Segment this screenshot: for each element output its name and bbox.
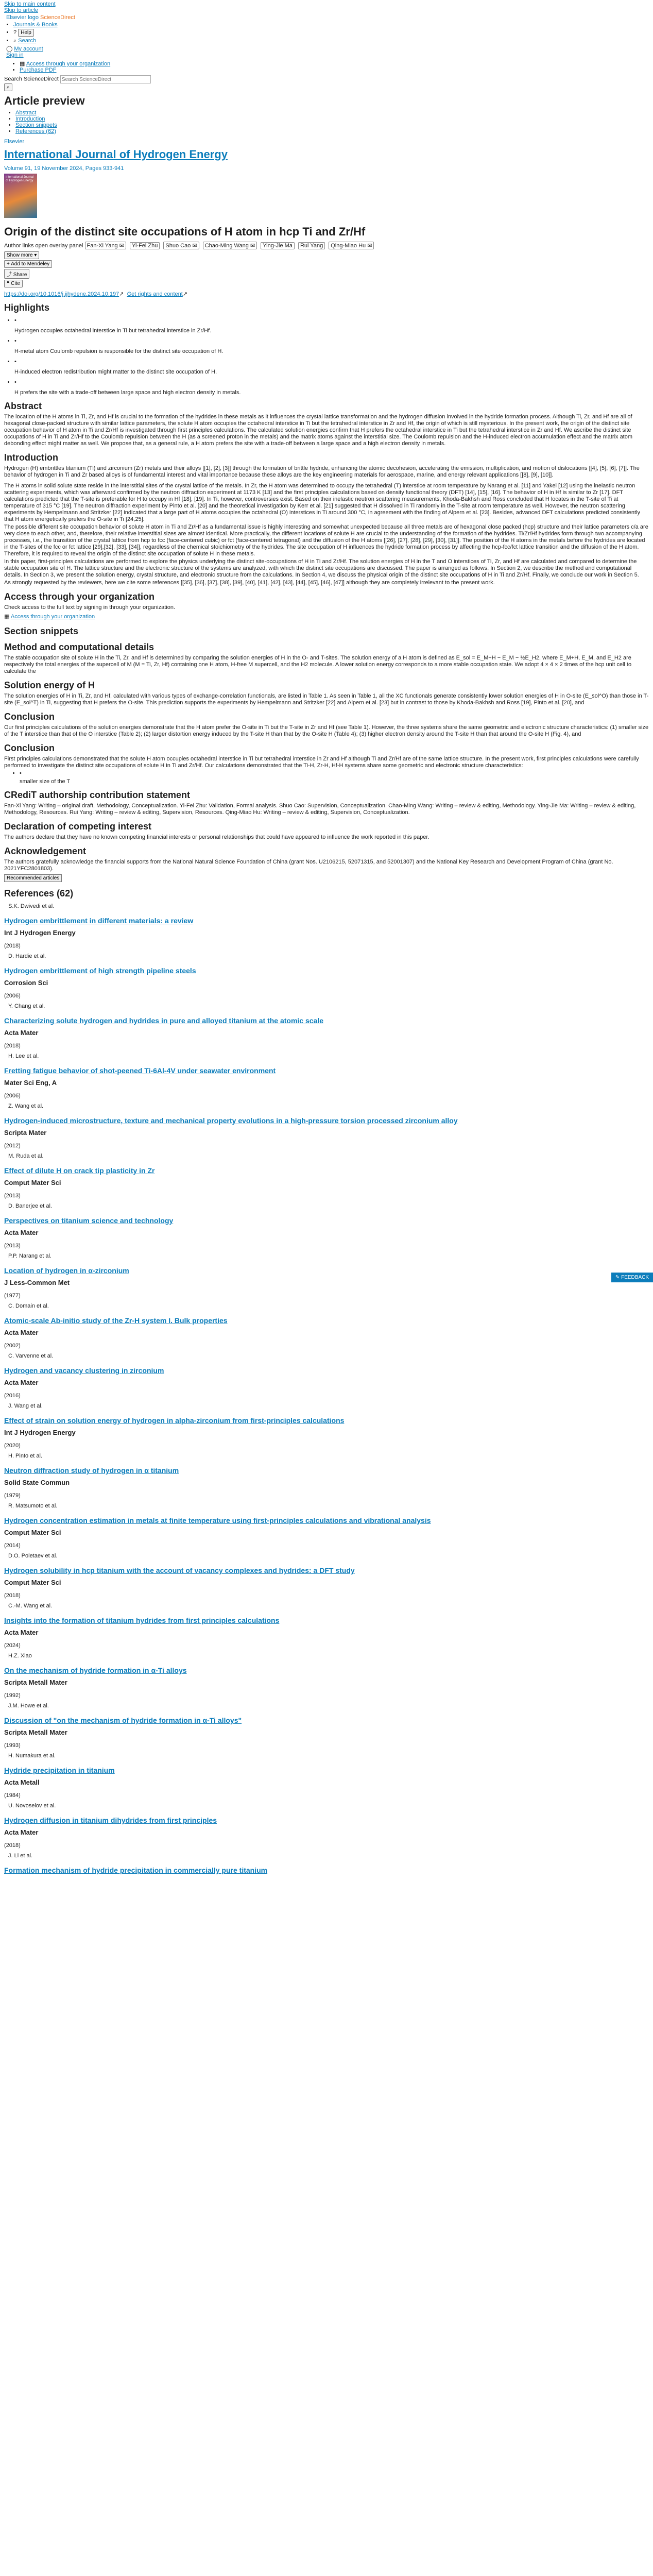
solution-heading: Solution energy of H xyxy=(4,680,95,690)
reference-title-link[interactable]: Hydrogen solubility in hcp titanium with the account of vacancy complexes and hydrides: a DFT study xyxy=(4,1566,355,1574)
share-button[interactable]: ⤴ Share xyxy=(4,269,29,279)
reference-author: J. Wang et al. xyxy=(8,1403,43,1409)
reference-author: U. Novoselov et al. xyxy=(8,1803,56,1809)
reference-item xyxy=(4,1103,649,1149)
add-mendeley-button[interactable]: + Add to Mendeley xyxy=(4,260,52,268)
header-search-link[interactable]: Search xyxy=(18,38,37,44)
search-input[interactable] xyxy=(60,75,151,83)
reference-title-link[interactable]: Characterizing solute hydrogen and hydrides in pure and alloyed titanium at the atomic scale xyxy=(4,1016,324,1025)
toc-abstract[interactable]: Abstract xyxy=(15,110,37,116)
method-text: The stable occupation site of solute H in the Ti, Zr, and Hf is determined by comparing the solution energies of H in the O- and T-sites. The solution energy of a H atom is defined as E_sol = E_M+H − E_M − ½E_H2, where E_M+H, E_M, and E_H2 are respectively the total energies of the supercell of M (M = Ti, Zr, Hf) containing one H atom, H-free M supercell, and the H2 molecule. A lower solution energy corresponds to a more stable occupation state. We adopt 4 × 4 × 2 times of the hcp unit cell to calculate the xyxy=(4,655,632,674)
reference-author: C. Varvenne et al. xyxy=(8,1353,54,1359)
reference-title-link[interactable]: Hydrogen diffusion in titanium dihydrides from first principles xyxy=(4,1816,217,1824)
author-button[interactable]: Ying-Jie Ma xyxy=(261,242,295,249)
reference-year: (2018) xyxy=(4,1043,21,1049)
quote-icon: ❝ xyxy=(7,281,10,286)
reference-journal: Comput Mater Sci xyxy=(4,1179,61,1187)
reference-item xyxy=(4,1653,649,1699)
reference-journal: Acta Metall xyxy=(4,1778,40,1786)
article-title: Origin of the distinct site occupations of H atom in hcp Ti and Zr/Hf xyxy=(4,225,366,238)
search-icon: ⌕ xyxy=(7,84,10,90)
rights-link[interactable]: Get rights and content xyxy=(127,291,183,297)
access-heading: Access through your organization xyxy=(4,591,155,602)
header xyxy=(0,13,653,59)
show-more-button[interactable]: Show more ▾ xyxy=(4,251,39,259)
reference-item xyxy=(4,1003,649,1049)
reference-journal: Scripta Metall Mater xyxy=(4,1728,67,1736)
reference-title-link[interactable]: Fretting fatigue behavior of shot-peened Ti-6Al-4V under seawater environment xyxy=(4,1066,276,1075)
reference-author: H.Z. Xiao xyxy=(8,1653,32,1659)
reference-author: D. Hardie et al. xyxy=(8,953,46,959)
access-text: Check access to the full text by signing in through your organization. xyxy=(4,604,176,611)
reference-author: H. Pinto et al. xyxy=(8,1453,43,1459)
reference-author: P.P. Narang et al. xyxy=(8,1253,51,1259)
reference-journal: Acta Mater xyxy=(4,1329,39,1336)
recommended-articles-button[interactable]: Recommended articles xyxy=(4,874,62,882)
reference-item xyxy=(4,1053,649,1099)
article-preview-heading: Article preview xyxy=(4,94,85,107)
reference-title-link[interactable]: Formation mechanism of hydride precipitation in commercially pure titanium xyxy=(4,1866,268,1874)
doi-row xyxy=(0,290,653,297)
reference-item xyxy=(4,1353,649,1399)
reference-item xyxy=(4,1153,649,1199)
institution-icon: ▦ xyxy=(4,614,10,620)
reference-item xyxy=(4,1553,649,1599)
reference-author: J.M. Howe et al. xyxy=(8,1703,49,1709)
list-item: • • Hydrogen occupies octahedral interstice in Ti but tetrahedral interstice in Zr/Hf. xyxy=(14,317,649,334)
solution-text: The solution energies of H in Ti, Zr, and Hf, calculated with various types of exchange-correlation functionals, are listed in Table 1. As seen in Table 1, all the XC functionals generate consistently lower solution energies of H in O-site (E_sol^O) than those in T-site (E_sol^T) in Ti, suggesting that H prefers the O-site. This prediction supports the experiments by Hempelmann and Stritzker [22] and Alpern et al. [23] but in contrast to those by Khoda-Bakhsh and Ross [19], Pinto et al. [20], and xyxy=(4,693,649,706)
reference-journal: Int J Hydrogen Energy xyxy=(4,929,76,937)
reference-item xyxy=(4,1603,649,1649)
reference-author: C.-M. Wang et al. xyxy=(8,1603,53,1609)
reference-author: S.K. Dwivedi et al. xyxy=(8,903,55,909)
sign-in-link[interactable]: Sign in xyxy=(6,52,24,58)
reference-year: (2013) xyxy=(4,1193,21,1199)
help-icon: ? xyxy=(13,29,17,36)
reference-title-link[interactable]: Atomic-scale Ab-initio study of the Zr-H system I. Bulk properties xyxy=(4,1316,228,1325)
reference-title-link[interactable]: Neutron diffraction study of hydrogen in α titanium xyxy=(4,1466,179,1475)
search-bar xyxy=(0,74,653,92)
reference-journal: Mater Sci Eng, A xyxy=(4,1079,57,1087)
reference-year: (1977) xyxy=(4,1293,21,1299)
purchase-pdf-link[interactable]: Purchase PDF xyxy=(20,67,57,73)
header-nav xyxy=(6,22,647,44)
toc-introduction[interactable]: Introduction xyxy=(15,116,45,122)
abstract-heading: Abstract xyxy=(4,401,42,411)
acknowledgement-text: The authors gratefully acknowledge the financial supports from the National Natural Science Foundation of China (grant Nos. U2106215, 52071315, and 52001307) and the National Key Research and Development Program of China (grant No. 2021YFC2801803). xyxy=(4,859,613,872)
reference-author: R. Matsumoto et al. xyxy=(8,1503,58,1509)
intro-paragraph: The H atoms in solid solute state reside in the interstitial sites of the crystal lattice of the metals. In Zr, the H atom was determined to occupy the tetrahedral (T) interstice at room temperature by Narang et al. [11] and Yakel [12] using the inelastic neutron scattering experiments, which was afterward confirmed by the neutron diffraction experiment at 1173 K [13] and the first principles calculations based on density functional theory (DFT) [14], [15], [16]. The behavior of H in Hf is similar to Zr [17]. DFT calculations predicted that the T-site is preferable for H to occupy in Hf [18], [19]. In Ti, however, controversies exist. Based on their inelastic neutron scattering measurements, Khoda-Bakhsh and Ross concluded that H locates in the T-site of Ti at temperature of 315 °C [19]. The neutron diffraction experiment by Pinto et al. [20] and the theoretical investigation by Kerr et al. [21] suggested that H dissolved in Ti randomly in the T-site at room temperature as well. However, the neutron scattering experiments by Hempelmann and Stritzker [22] indicated that a large part of H atoms occupies the octahedral (O) interstices in Ti around 300 °C, in agreement with the finding of Alpern et al. [23]. Besides, advanced DFT calculations predicted consistently that H atom energetically prefers the O-site in Ti [24,25]. xyxy=(4,483,641,522)
reference-journal: Comput Mater Sci xyxy=(4,1529,61,1536)
help-button[interactable]: Help xyxy=(18,29,34,37)
reference-title-link[interactable]: Hydrogen and vacancy clustering in zirconium xyxy=(4,1366,164,1375)
author-button[interactable]: Fan-Xi Yang ✉ xyxy=(85,242,126,249)
reference-year: (2006) xyxy=(4,1093,21,1099)
skip-main-link[interactable]: Skip to main content xyxy=(4,1,56,7)
reference-title-link[interactable]: Discussion of "on the mechanism of hydride formation in α-Ti alloys" xyxy=(4,1716,242,1724)
reference-author: Z. Wang et al. xyxy=(8,1103,44,1109)
introduction-heading: Introduction xyxy=(4,452,58,463)
reference-item xyxy=(4,1303,649,1349)
reference-item xyxy=(4,1203,649,1249)
list-item: • • H-induced electron redistribution might matter to the distinct site occupation of H. xyxy=(14,359,649,375)
highlights-heading: Highlights xyxy=(4,302,49,313)
journal-cover[interactable]: International Journal of Hydrogen Energy xyxy=(4,174,37,218)
share-icon: ⤴ xyxy=(7,272,12,278)
author-links-label: Author links open overlay panel xyxy=(4,243,83,249)
reference-item xyxy=(4,1503,649,1549)
search-icon: ⌕ xyxy=(13,38,17,44)
reference-title-link[interactable]: Effect of strain on solution energy of hydrogen in alpha-zirconium from first-principles calculations xyxy=(4,1416,345,1425)
search-submit-button[interactable] xyxy=(4,83,12,91)
reference-year: (2018) xyxy=(4,1842,21,1849)
sciencedirect-logo[interactable]: ScienceDirect xyxy=(40,14,75,21)
article-tools xyxy=(0,249,653,290)
cite-button[interactable]: ❝ Cite xyxy=(4,280,23,287)
reference-journal: Int J Hydrogen Energy xyxy=(4,1429,76,1436)
external-link-icon: ↗ xyxy=(182,291,188,297)
reference-year: (1993) xyxy=(4,1742,21,1749)
elsevier-journal-logo[interactable]: Elsevier xyxy=(4,139,25,145)
reference-item xyxy=(4,903,649,949)
conclusion-list xyxy=(4,770,649,785)
toc-references[interactable]: References (62) xyxy=(15,128,56,134)
credit-heading: CRediT authorship contribution statement xyxy=(4,790,191,800)
reference-year: (2014) xyxy=(4,1543,21,1549)
credit-text: Fan-Xi Yang: Writing – original draft, Methodology, Conceptualization. Yi-Fei Zhu: Validation, Formal analysis. Shuo Cao: Supervision, Conceptualization. Chao-Ming Wang: Writing – review & editing, Methodology. Ying-Jie Ma: Writing – review & editing, Methodology, Resources. Rui Yang: Writing – review & editing, Supervision, Resources. Qing-Miao Hu: Writing – review & editing, Supervision, Conceptualization. xyxy=(4,803,636,816)
reference-year: (1984) xyxy=(4,1792,21,1799)
outline xyxy=(4,110,649,134)
reference-journal: Comput Mater Sci xyxy=(4,1579,61,1586)
reference-author: C. Domain et al. xyxy=(8,1303,49,1309)
intro-paragraph: In this paper, first-principles calculations are performed to explore the physics underlying the distinct site-occupations of H in Ti and Zr/Hf. The solution energies of H in the T and O interstices of Ti, Zr, and Hf are calculated and compared to determine the stable occupation site of H. The lattice structure and the electronic structure of the systems are analyzed, with which the distinct site occupations are discussed. The paper is arranged as follows. In Section 2, we describe the method and computational details. In Section 3, we present the solution energy, crystal structure, and electronic structure from the calculations. In Section 4, we discuss the physical origin of the distinct site occupations of H in Ti and Zr/Hf. Finally, we conclude our work in Section 5. xyxy=(4,558,639,578)
reference-year: (2012) xyxy=(4,1143,21,1149)
reference-title-link[interactable]: Hydrogen concentration estimation in metals at finite temperature using first-principles calculations and vibrational analysis xyxy=(4,1516,431,1524)
reference-title-link[interactable]: Hydrogen embrittlement of high strength pipeline steels xyxy=(4,967,196,975)
reference-journal: Scripta Mater xyxy=(4,1129,47,1137)
author-button[interactable]: Shuo Cao ✉ xyxy=(163,242,199,249)
journal-link[interactable]: International Journal of Hydrogen Energy xyxy=(4,148,228,161)
reference-journal: J Less-Common Met xyxy=(4,1279,70,1286)
reference-author: M. Ruda et al. xyxy=(8,1153,44,1159)
reference-title-link[interactable]: Hydrogen-induced microstructure, texture and mechanical property evolutions in a high-pressure torsion processed zirconium alloy xyxy=(4,1116,458,1125)
reference-year: (1992) xyxy=(4,1692,21,1699)
list-item: • • H-metal atom Coulomb repulsion is responsible for the distinct site occupation of H. xyxy=(14,338,649,354)
elsevier-logo[interactable]: Elsevier logo xyxy=(6,14,39,21)
external-link-icon: ↗ xyxy=(119,291,124,297)
reference-journal: Scripta Metall Mater xyxy=(4,1679,67,1686)
conclusion-heading: Conclusion xyxy=(4,743,55,753)
reference-title-link[interactable]: Perspectives on titanium science and technology xyxy=(4,1216,174,1225)
list-item: • • smaller size of the T xyxy=(20,770,649,785)
access-org-link-bottom[interactable]: Access through your organization xyxy=(10,614,95,620)
conclusion-text: First principles calculations demonstrated that the solute H atom occupies octahedral interstice in Ti but tetrahedral interstice in Zr and Hf although Ti and Zr/Hf are of the same lattice structure. In the present work, first principles calculations were carefully performed to investigate the distinct site occupations of solute H in Ti and Zr/Hf. Our calculations demonstrated that the Ti-H, Zr-H, Hf-H systems share some geometric and electronic structure characteristics: xyxy=(4,756,639,769)
author-list xyxy=(0,242,653,249)
reference-year: (2018) xyxy=(4,943,21,949)
reference-author: J. Li et al. xyxy=(8,1853,33,1859)
reference-journal: Acta Mater xyxy=(4,1629,39,1636)
acknowledgement-heading: Acknowledgement xyxy=(4,846,87,856)
reference-author: Y. Chang et al. xyxy=(8,1003,45,1009)
reference-author: D. Banerjee et al. xyxy=(8,1203,52,1209)
reference-journal: Acta Mater xyxy=(4,1229,39,1236)
institution-icon: ▦ xyxy=(20,61,25,67)
reference-item xyxy=(4,1403,649,1449)
feedback-icon: ✎ xyxy=(615,1275,620,1280)
intro-paragraph: Hydrogen (H) embrittles titanium (Ti) and zirconium (Zr) metals and their alloys [[1], [2], [3]] through the formation of brittle hydride, enhancing the atomic decohesion, accelerating the emission, multiplication, and motion of dislocations [[4], [5], [6], [7]]. The behavior of hydrogen in Ti and Zr based alloys is of fundamental interest and vital importance because these alloys are the key engineering materials for aerospace, marine, and energy relevant applications [[8], [9], [10]]. xyxy=(4,465,640,478)
reference-author: H. Lee et al. xyxy=(8,1053,39,1059)
user-icon: ◯ xyxy=(6,46,13,52)
reference-author: H. Numakura et al. xyxy=(8,1753,56,1759)
doi-link[interactable]: https://doi.org/10.1016/j.ijhydene.2024.10.197 xyxy=(4,291,119,297)
feedback-button[interactable]: ✎ FEEDBACK xyxy=(611,1273,653,1282)
reference-item xyxy=(4,1753,649,1799)
access-org-link[interactable]: Access through your organization xyxy=(26,61,111,67)
reference-title-link[interactable]: Effect of dilute H on crack tip plasticity in Zr xyxy=(4,1166,155,1175)
reference-journal: Acta Mater xyxy=(4,1029,39,1037)
list-item: • • H prefers the site with a trade-off between large space and high electron density in metals. xyxy=(14,379,649,396)
reference-year: (1979) xyxy=(4,1493,21,1499)
reference-list xyxy=(4,903,649,1874)
access-banner xyxy=(0,59,653,74)
author-button[interactable]: Chao-Ming Wang ✉ xyxy=(203,242,257,249)
intro-paragraph: The possible different site occupation behavior of solute H atom in Ti and Zr/Hf as a fundamental issue is highly interesting and somewhat unexpected because all three metals are of hexagonal close packed (hcp) structure and their lattice parameters c/a are very close to each other, and, therefore, their relative interstitial sizes are almost identical. More practically, the different locations of solute H are crucial to the understanding of the formation of the hydrides. Ti/Zr/Hf hydrides form through two accompanying processes, i.e., the transition of the crystal lattice from hcp to fcc (face-centered cubic) or fct (face-centered tetragonal) and the diffusion of the H atoms [[26], [27], [28], [29], [30], [31]]. The position of the H atoms in the metals before the hydrides are located in the T-sites of the fcc or fct lattice [29],[32], [33], [34]], regardless of the chemical stoichiometry of the hydrides. The site occupation of H influences the hydride formation process by affecting the hcp-fcc/fct lattice transition and the diffusion of the H atom. Therefore, it is required to reveal the origin of the distinct site occupation of solute H in these metals. xyxy=(4,524,648,557)
reference-year: (2006) xyxy=(4,993,21,999)
reference-item xyxy=(4,1253,649,1299)
conclusion-snippet-heading: Conclusion xyxy=(4,711,55,722)
reference-year: (2020) xyxy=(4,1443,21,1449)
reference-year: (2002) xyxy=(4,1343,21,1349)
volume-info[interactable]: Volume 91, 19 November 2024, Pages 933-941 xyxy=(4,165,124,172)
reference-title-link[interactable]: Hydrogen embrittlement in different materials: a review xyxy=(4,917,194,925)
reference-year: (2013) xyxy=(4,1243,21,1249)
competing-heading: Declaration of competing interest xyxy=(4,821,152,832)
reference-item xyxy=(4,953,649,999)
reference-year: (2018) xyxy=(4,1592,21,1599)
method-heading: Method and computational details xyxy=(4,642,154,652)
reference-journal: Acta Mater xyxy=(4,1828,39,1836)
abstract-text: The location of the H atoms in Ti, Zr, and Hf is crucial to the formation of the hydrides in these metals as it influences the crystal lattice transformation and the hydrogen diffusion involved in the hydride formation process. Although Ti, Zr, and Hf are all of hexagonal close-packed structure with similar lattice parameters, the solute H atom occupies the octahedral interstice in Ti but the tetrahedral interstice in Zr and Hf, the origin of which is still mysterious. In the present work, the origin of the distinct site occupation behavior of H atom in Ti and Zr/Hf is investigated through first principles calculations. The calculated solution energies confirm that H prefers the octahedral interstice in Ti but the tetrahedral interstice in Zr and Hf. We ascribe the distinct site occupations of H in Ti and Zr/Hf to the Coulomb repulsion between the H (as a screened proton in the metals) and the matrix atoms against the interstitial size. The Coulomb repulsion and the H-induced electron accumulation effect and the matrix atom debonding effect might matter as well. We propose that, as a general rule, a H atom prefers the site with a trade-off between a large space and a high electron density in metals. xyxy=(4,414,633,447)
reference-item xyxy=(4,1853,649,1874)
skip-links xyxy=(0,0,653,13)
author-button[interactable]: Qing-Miao Hu ✉ xyxy=(329,242,374,249)
reference-title-link[interactable]: Hydride precipitation in titanium xyxy=(4,1766,115,1774)
author-button[interactable]: Rui Yang xyxy=(298,242,325,249)
search-label: Search ScienceDirect xyxy=(4,76,59,82)
access-row xyxy=(0,612,653,621)
conclusion-snippet-text: Our first principles calculations of the solution energies demonstrate that the H atom prefer the O-site in Ti but the T-site in Zr and Hf (see Table 1). However, the three systems share the same geometric and electronic structure characteristics: (1) smaller size of the T interstice than that of the O interstice (Table 2); (2) larger distortion energy induced by the T-site H than that by the O-site H (Table 4); (3) higher electron density around the T-site H than that around the O-site H (Fig. 4), and xyxy=(4,724,649,737)
reference-title-link[interactable]: Insights into the formation of titanium hydrides from first principles calculations xyxy=(4,1616,280,1624)
journal-title xyxy=(4,148,649,161)
reference-item xyxy=(4,1453,649,1499)
reference-item xyxy=(4,1703,649,1749)
reference-author: D.O. Poletaev et al. xyxy=(8,1553,58,1559)
reference-item xyxy=(4,1803,649,1849)
author-button[interactable]: Yi-Fei Zhu xyxy=(130,242,160,249)
reference-title-link[interactable]: Location of hydrogen in α-zirconium xyxy=(4,1266,129,1275)
competing-text: The authors declare that they have no known competing financial interests or personal relationships that could have appeared to influence the work reported in this paper. xyxy=(4,834,429,840)
reference-journal: Acta Mater xyxy=(4,1379,39,1386)
journals-link[interactable]: Journals & Books xyxy=(13,22,58,28)
reference-year: (2024) xyxy=(4,1642,21,1649)
reference-journal: Solid State Commun xyxy=(4,1479,70,1486)
highlights-list xyxy=(4,317,649,396)
intro-paragraph: As strongly requested by the reviewers, here we cite some references [[35], [36], [37], [38], [39], [40], [41], [42], [43], [44], [45], [46], [47]] although they are completely irrelevant to the present work. xyxy=(4,580,495,586)
plus-icon: + xyxy=(7,261,10,267)
snippets-heading: Section snippets xyxy=(4,626,79,636)
skip-article-link[interactable]: Skip to article xyxy=(4,7,39,13)
references-heading: References (62) xyxy=(4,888,74,899)
toc-snippets[interactable]: Section snippets xyxy=(15,122,57,128)
my-account-link[interactable]: My account xyxy=(14,46,43,52)
reference-year: (2016) xyxy=(4,1393,21,1399)
reference-title-link[interactable]: On the mechanism of hydride formation in α-Ti alloys xyxy=(4,1666,187,1674)
reference-journal: Corrosion Sci xyxy=(4,979,48,987)
